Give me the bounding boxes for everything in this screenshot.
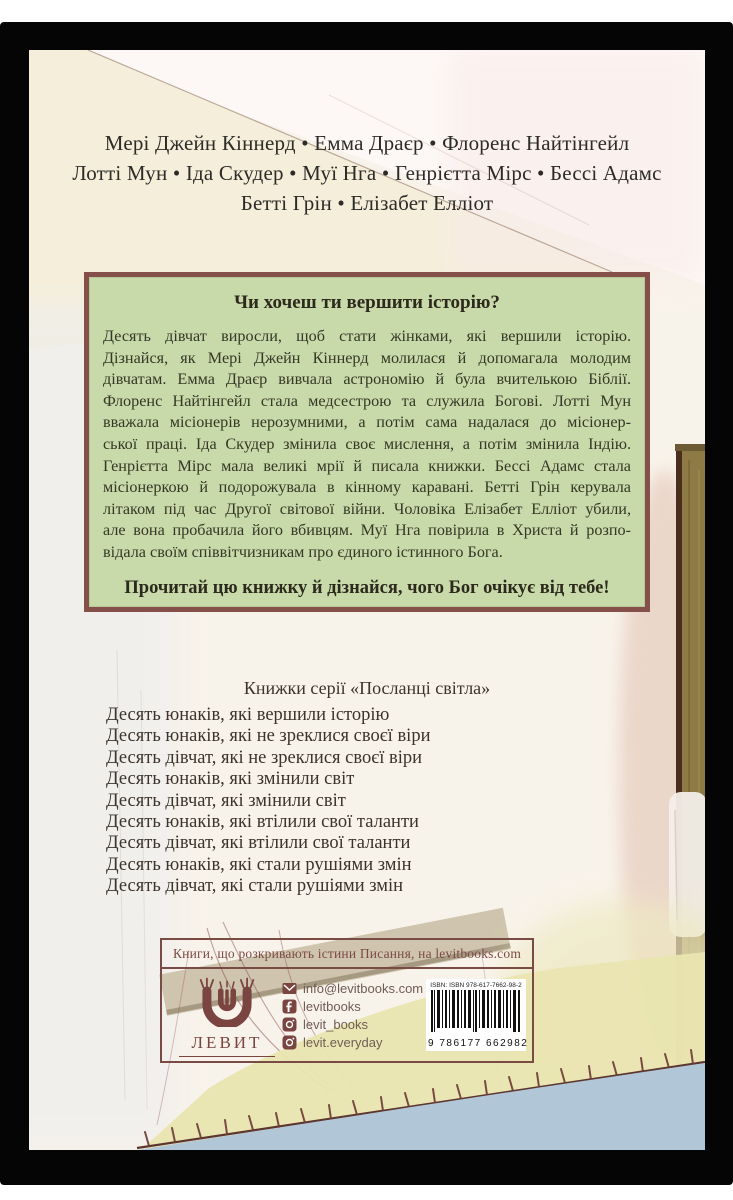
publisher-name: ЛЕВИТ [191,1033,263,1052]
annotation-line: Генрієтта Мірс мала великі мрії й писала книжки. Бессі Адамс стала [103,456,631,475]
annotation-title: Чи хочеш ти вершити історію? [234,292,500,313]
annotation-line: вважала місіонерів нерозумними, а потім сама надалася до місіонер- [103,413,631,432]
email-icon [282,981,297,996]
contact-row-email [282,981,426,996]
annotation-line: Дізнайся, як Мері Джейн Кіннерд молилася й допомагала молодим [103,348,631,367]
author-line: Лотті Мун • Іда Скудер • Муї Нга • Генрієтта Мірс • Бессі Адамс [72,161,662,185]
annotation-box [84,272,650,612]
contact-label: info@levitbooks.com [303,980,424,996]
call-to-action: Прочитай цю книжку й дізнайся, чого Бог очікує від тебе! [124,577,610,598]
contact-row-instagram-1 [282,1017,426,1032]
series-item: Десять дівчат, які змінили світ [106,790,346,811]
series-item: Десять юнаків, які не зреклися своєї віри [106,726,431,747]
barcode-block [426,979,529,1051]
annotation-line: літаком під час Другої світової війни. Чоловіка Елізабет Елліот убили, [103,499,631,518]
instagram-icon [282,1035,297,1050]
publisher-footer [160,938,534,1063]
series-item: Десять юнаків, які вершили історію [106,705,390,725]
publisher-tagline: Книги, що розкривають істини Писання, на levitbooks.com [162,940,532,969]
barcode-icon [431,990,521,1032]
annotation-line: Десять дівчат виросли, щоб стати жінками, які вершили історію. [103,327,631,345]
annotation-line: Флоренс Найтінгейл стала медсестрою та служила Богові. Лотті Мун [103,391,631,410]
annotation-text [103,326,631,564]
contact-row-facebook [282,999,426,1014]
series-item: Десять дівчат, які втілили свої таланти [106,833,411,854]
annotation-line: ської праці. Іда Скудер змінила своє мислення, а потім змінила Індію. [103,434,631,453]
series-item: Десять дівчат, які стали рушіями змін [106,876,404,897]
author-line: Мері Джейн Кіннерд • Емма Драєр • Флоренс Найтінгейл [104,131,630,155]
author-names [29,128,705,218]
series-heading: Книжки серії «Посланці світла» [243,678,491,698]
series-item: Десять дівчат, які не зреклися своєї віри [106,747,422,768]
annotation-line: місіонеркою й подорожувала в кінному каравані. Бетті Грін керувала [103,478,631,497]
series-item: Десять юнаків, які втілили свої таланти [106,812,419,833]
levit-logo-icon [188,973,266,1027]
series-item: Десять юнаків, які стали рушіями змін [106,854,412,875]
contact-row-instagram-2 [282,1035,426,1050]
author-line: Бетті Грін • Елізабет Елліот [240,191,494,215]
annotation-line: відала своїм співвітчизникам про єдиного істинного Бога. [103,542,503,561]
facebook-icon [282,999,297,1014]
barcode-digits: 9 786177 662982 [428,1038,529,1049]
instagram-icon [282,1017,297,1032]
contact-list [282,981,426,1050]
contact-label: levitbooks [303,998,361,1014]
series-list [106,705,430,898]
publisher-logo [172,973,282,1057]
contact-label: levit_books [303,1016,369,1032]
logo-underline [179,1056,275,1057]
isbn-text: ISBN: ISBN 978-617-7662-98-2 [430,982,522,989]
contact-label: levit.everyday [303,1034,383,1050]
annotation-line: дівчатам. Емма Драєр вивчала астрономію й була вчителькою Біблії. [103,370,631,389]
series-item: Десять юнаків, які змінили світ [106,769,355,790]
annotation-line: але вона пробачила його вбивцям. Муї Нга повірила в Христа й розпо- [103,521,631,540]
